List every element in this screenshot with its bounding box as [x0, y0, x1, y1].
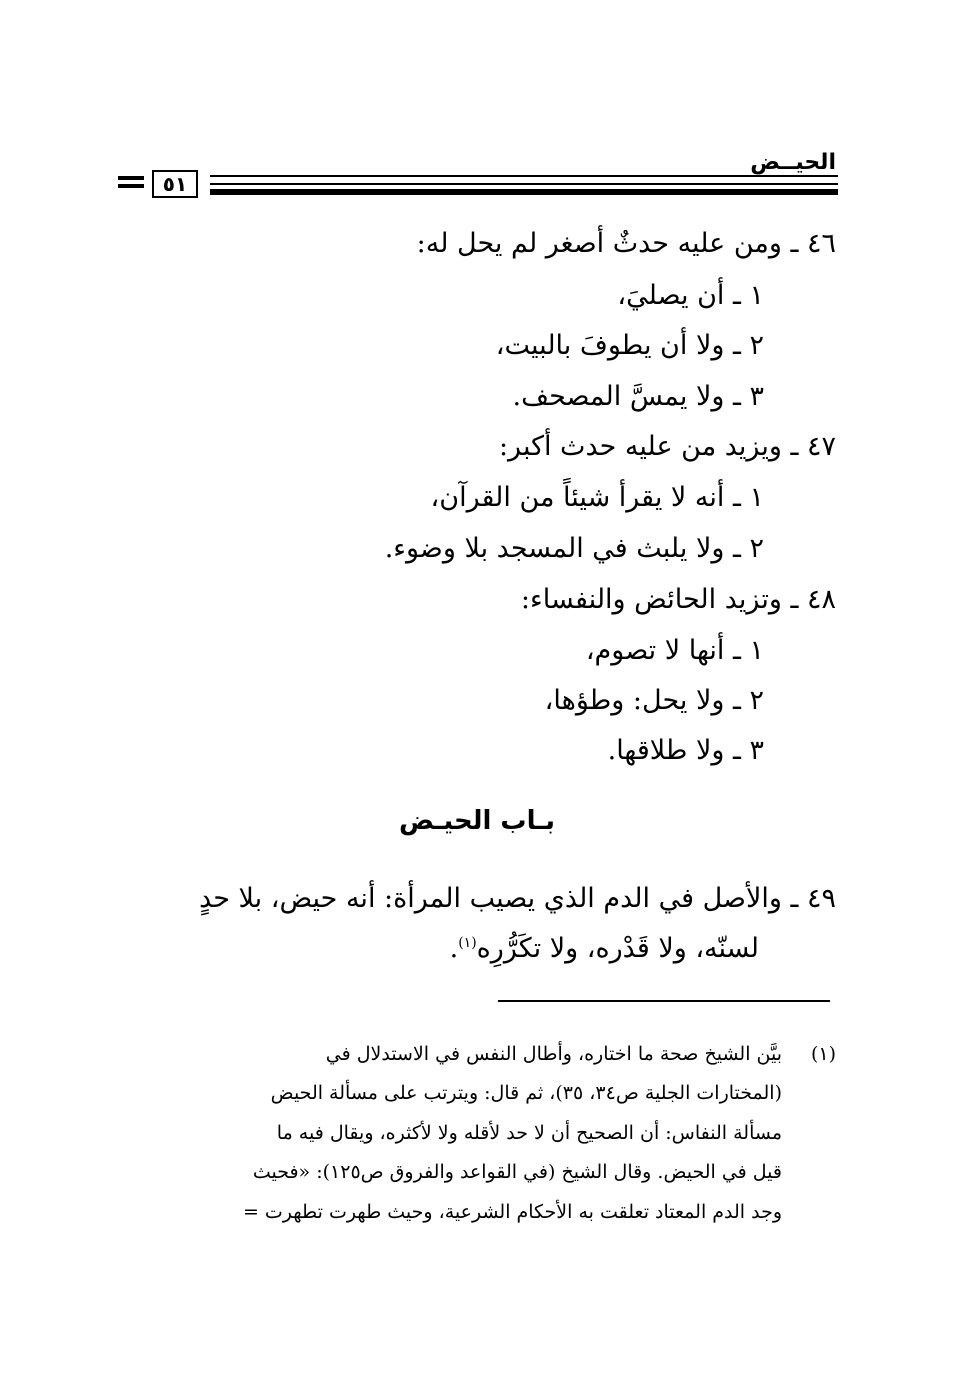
item-number: ٤٩ ـ [790, 883, 836, 914]
header-rule-thin-2 [210, 175, 838, 177]
left-rule-a [118, 176, 144, 180]
item-47-1: ١ ـ أنه لا يقرأ شيئاً من القرآن، [430, 482, 764, 513]
page-number: ٥١ [152, 170, 198, 198]
item-49-line-1 [199, 885, 836, 912]
item-46 [417, 230, 836, 257]
item-text: لسنّه، ولا قَدْره، ولا تكَرُّرِه [476, 933, 759, 964]
left-rule-b [118, 184, 144, 188]
item-text: ويزيد من عليه حدث أكبر: [498, 431, 782, 462]
header-rule-thin [210, 183, 838, 185]
footnote-line-5: وجد الدم المعتاد تعلقت به الأحكام الشرعية، وحيث طهرت تطهرت = [242, 1201, 782, 1223]
item-48 [521, 586, 836, 613]
item-46-3: ٣ ـ ولا يمسَّ المصحف. [512, 381, 764, 412]
item-48-1: ١ ـ أنها لا تصوم، [585, 635, 764, 666]
item-46-1: ١ ـ أن يصليَ، [617, 280, 764, 311]
item-49-line-2 [450, 935, 759, 962]
footnote-separator [498, 1000, 830, 1002]
item-text: والأصل في الدم الذي يصيب المرأة: أنه حيض، بلا حدٍ [199, 883, 782, 914]
footnote-marker: (١) [810, 1043, 836, 1065]
item-46-2: ٢ ـ ولا أن يطوفَ بالبيت، [495, 330, 764, 361]
item-48-2: ٢ ـ ولا يحل: وطؤها، [544, 685, 764, 716]
item-end: . [449, 933, 459, 964]
item-number: ٤٧ ـ [790, 431, 836, 462]
item-47-2: ٢ ـ ولا يلبث في المسجد بلا وضوء. [384, 533, 764, 564]
footnote-line-4: قيل في الحيض. وقال الشيخ (في القواعد والفروق ص١٢٥): «فحيث [252, 1161, 782, 1183]
header-rule-thick [210, 189, 838, 195]
footnote-line-2: (المختارات الجلية ص٣٤، ٣٥)، ثم قال: ويترتب على مسألة الحيض [270, 1082, 782, 1104]
chapter-title: الحيــض [750, 150, 836, 175]
footnote-line-3: مسألة النفاس: أن الصحيح أن لا حد لأقله ولا لأكثره، ويقال فيه ما [276, 1122, 782, 1144]
section-heading: بـاب الحيـض [399, 806, 555, 836]
item-47 [499, 433, 836, 460]
footnote-line-1: بيَّن الشيخ صحة ما اختاره، وأطال النفس في الاستدلال في [325, 1043, 782, 1065]
item-number: ٤٦ ـ [790, 228, 836, 259]
item-number: ٤٨ ـ [790, 584, 836, 615]
item-48-3: ٣ ـ ولا طلاقها. [607, 735, 764, 766]
footnote-reference[interactable]: (١) [458, 935, 477, 951]
item-text: وتزيد الحائض والنفساء: [520, 584, 782, 615]
item-text: ومن عليه حدثٌ أصغر لم يحل له: [416, 228, 782, 259]
